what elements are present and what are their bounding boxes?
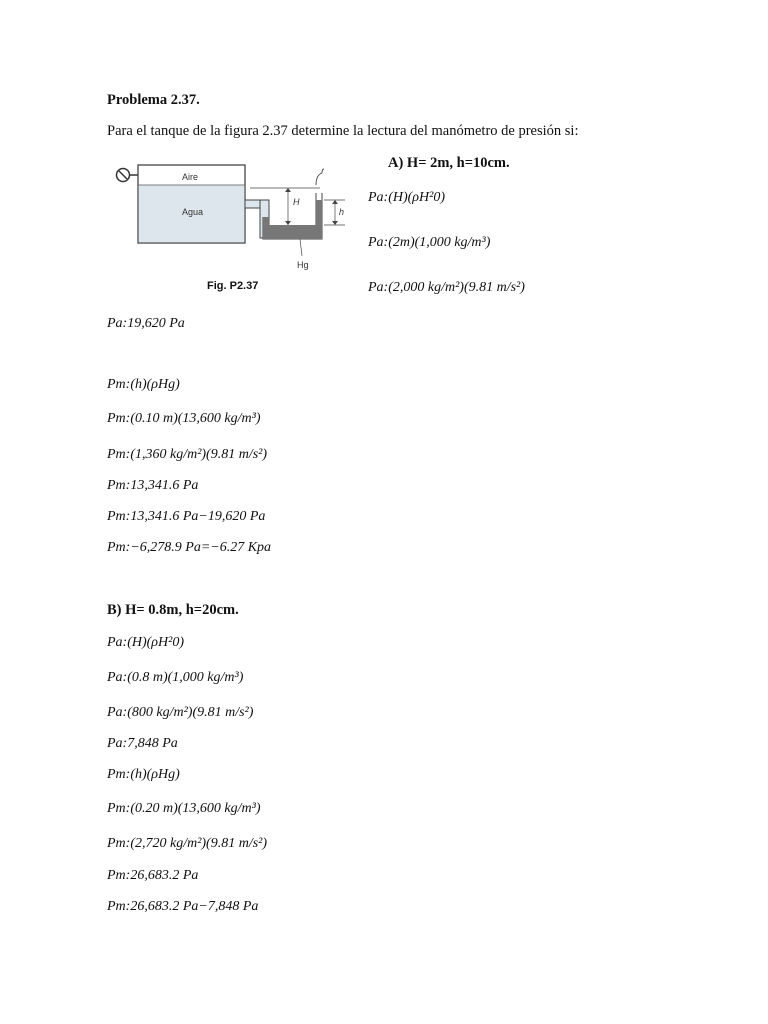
problem-statement: Para el tanque de la figura 2.37 determine la lectura del manómetro de presión si: (107, 123, 579, 139)
equation-line: Pa:(H)(ρH²0) (368, 190, 445, 205)
figure-label-h: h (339, 207, 345, 217)
equation-line: Pm:(0.20 m)(13,600 kg/m³) (107, 801, 261, 816)
equation-line: Pm:(h)(ρHg) (107, 377, 180, 392)
problem-title: Problema 2.37. (107, 92, 200, 108)
equation-line: Pa:(2,000 kg/m²)(9.81 m/s²) (368, 280, 525, 295)
equation-line: Pm:(1,360 kg/m²)(9.81 m/s²) (107, 447, 268, 462)
equation-line: Pm:(2,720 kg/m²)(9.81 m/s²) (107, 836, 268, 851)
figure-caption: Fig. P2.37 (207, 280, 259, 292)
equation-line: Pm:−6,278.9 Pa=−6.27 Kpa (107, 540, 272, 555)
figure-label-water: Agua (182, 207, 204, 217)
equation-line: Pm:13,341.6 Pa (107, 478, 199, 493)
equation-line: Pm:(h)(ρHg) (107, 767, 180, 782)
figure-label-hg: Hg (297, 260, 309, 270)
equation-line: Pm:(0.10 m)(13,600 kg/m³) (107, 411, 261, 426)
figure-label-air: Aire (182, 172, 199, 182)
equation-line: Pa:7,848 Pa (107, 736, 178, 751)
part-b-heading: B) H= 0.8m, h=20cm. (107, 602, 239, 618)
equation-line: Pa:(H)(ρH²0) (107, 635, 184, 650)
equation-line: Pa:(0.8 m)(1,000 kg/m³) (107, 670, 244, 685)
equation-line: Pa:(2m)(1,000 kg/m³) (368, 235, 491, 250)
part-a-heading: A) H= 2m, h=10cm. (388, 155, 510, 171)
equation-line: Pa:(800 kg/m²)(9.81 m/s²) (107, 705, 254, 720)
equation-line: Pm:13,341.6 Pa−19,620 Pa (107, 509, 266, 524)
equation-line: Pm:26,683.2 Pa−7,848 Pa (107, 899, 259, 914)
equation-line: Pa:19,620 Pa (107, 316, 185, 331)
tank-figure (110, 155, 355, 300)
figure-label-H: H (293, 197, 300, 207)
equation-line: Pm:26,683.2 Pa (107, 868, 199, 883)
